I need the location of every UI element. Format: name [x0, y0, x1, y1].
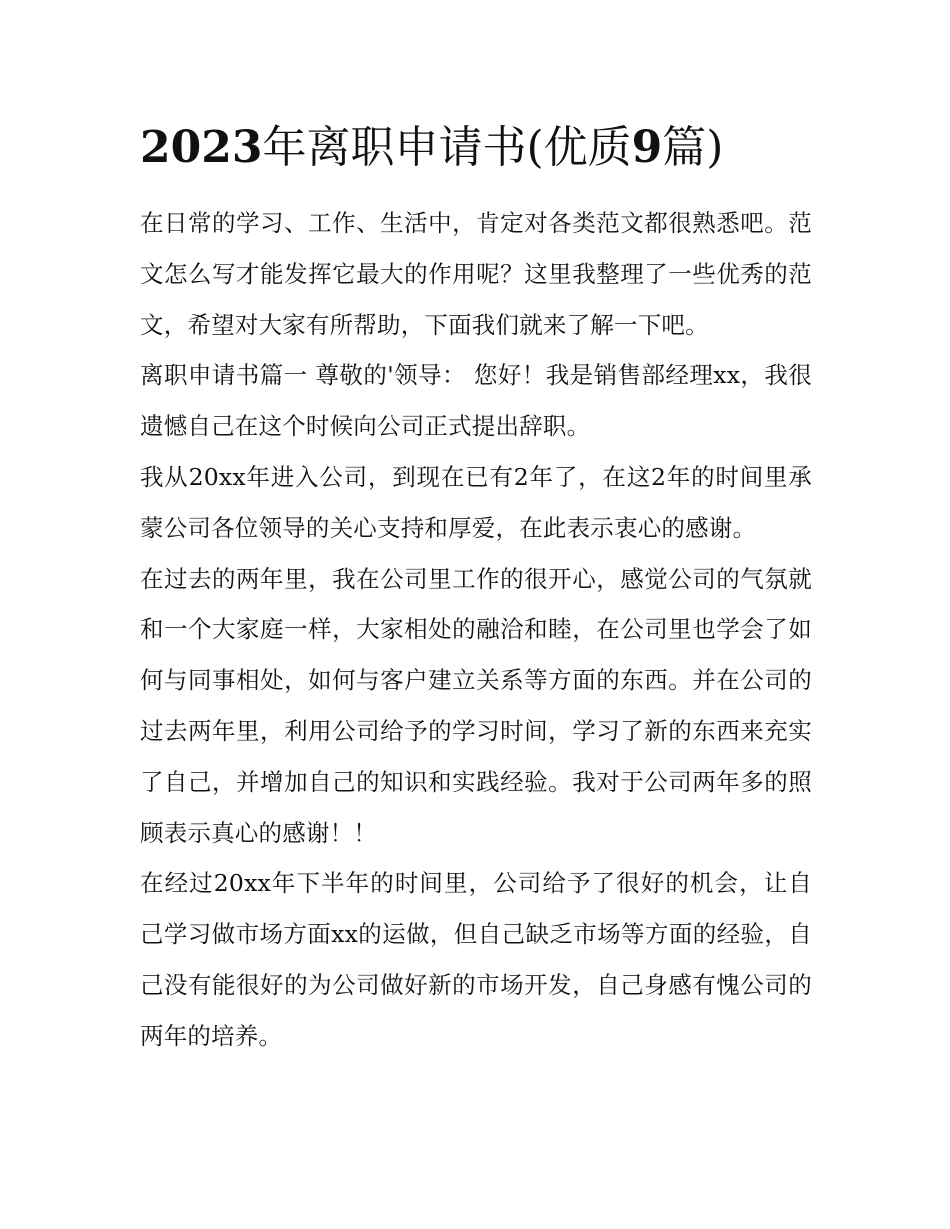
document-body [140, 198, 812, 1062]
title-text: 年离职申请书(优质 [262, 122, 632, 173]
paragraph-experience: 在过去的两年里，我在公司里工作的很开心，感觉公司的气氛就和一个大家庭一样，大家相处的融洽和睦，在公司里也学会了如何与同事相处，如何与客户建立关系等方面的东西。并在公司的过去两年里，利用公司给予的学习时间，学习了新的东西来充实了自己，并增加自己的知识和实践经验。我对于公司两年多的照顾表示真心的感谢！！ [140, 564, 812, 847]
paragraph-salutation: 离职申请书篇一 尊敬的'领导： 您好！我是销售部经理xx，我很遗憾自己在这个时候向公司正式提出辞职。 [140, 361, 812, 441]
document-title [140, 118, 840, 178]
title-suffix: 篇) [662, 122, 724, 173]
paragraph-tenure: 我从20xx年进入公司，到现在已有2年了，在这2年的时间里承蒙公司各位领导的关心支持和厚爱，在此表示衷心的感谢。 [140, 462, 812, 542]
paragraph-intro: 在日常的学习、工作、生活中，肯定对各类范文都很熟悉吧。范文怎么写才能发挥它最大的作用呢？这里我整理了一些优秀的范文，希望对大家有所帮助，下面我们就来了解一下吧。 [140, 209, 812, 339]
title-year: 2023 [140, 122, 263, 173]
paragraph-reason: 在经过20xx年下半年的时间里，公司给予了很好的机会，让自己学习做市场方面xx的运做，但自己缺乏市场等方面的经验，自己没有能很好的为公司做好新的市场开发，自己身感有愧公司的两年的培养。 [140, 869, 812, 1050]
title-count: 9 [631, 122, 663, 173]
